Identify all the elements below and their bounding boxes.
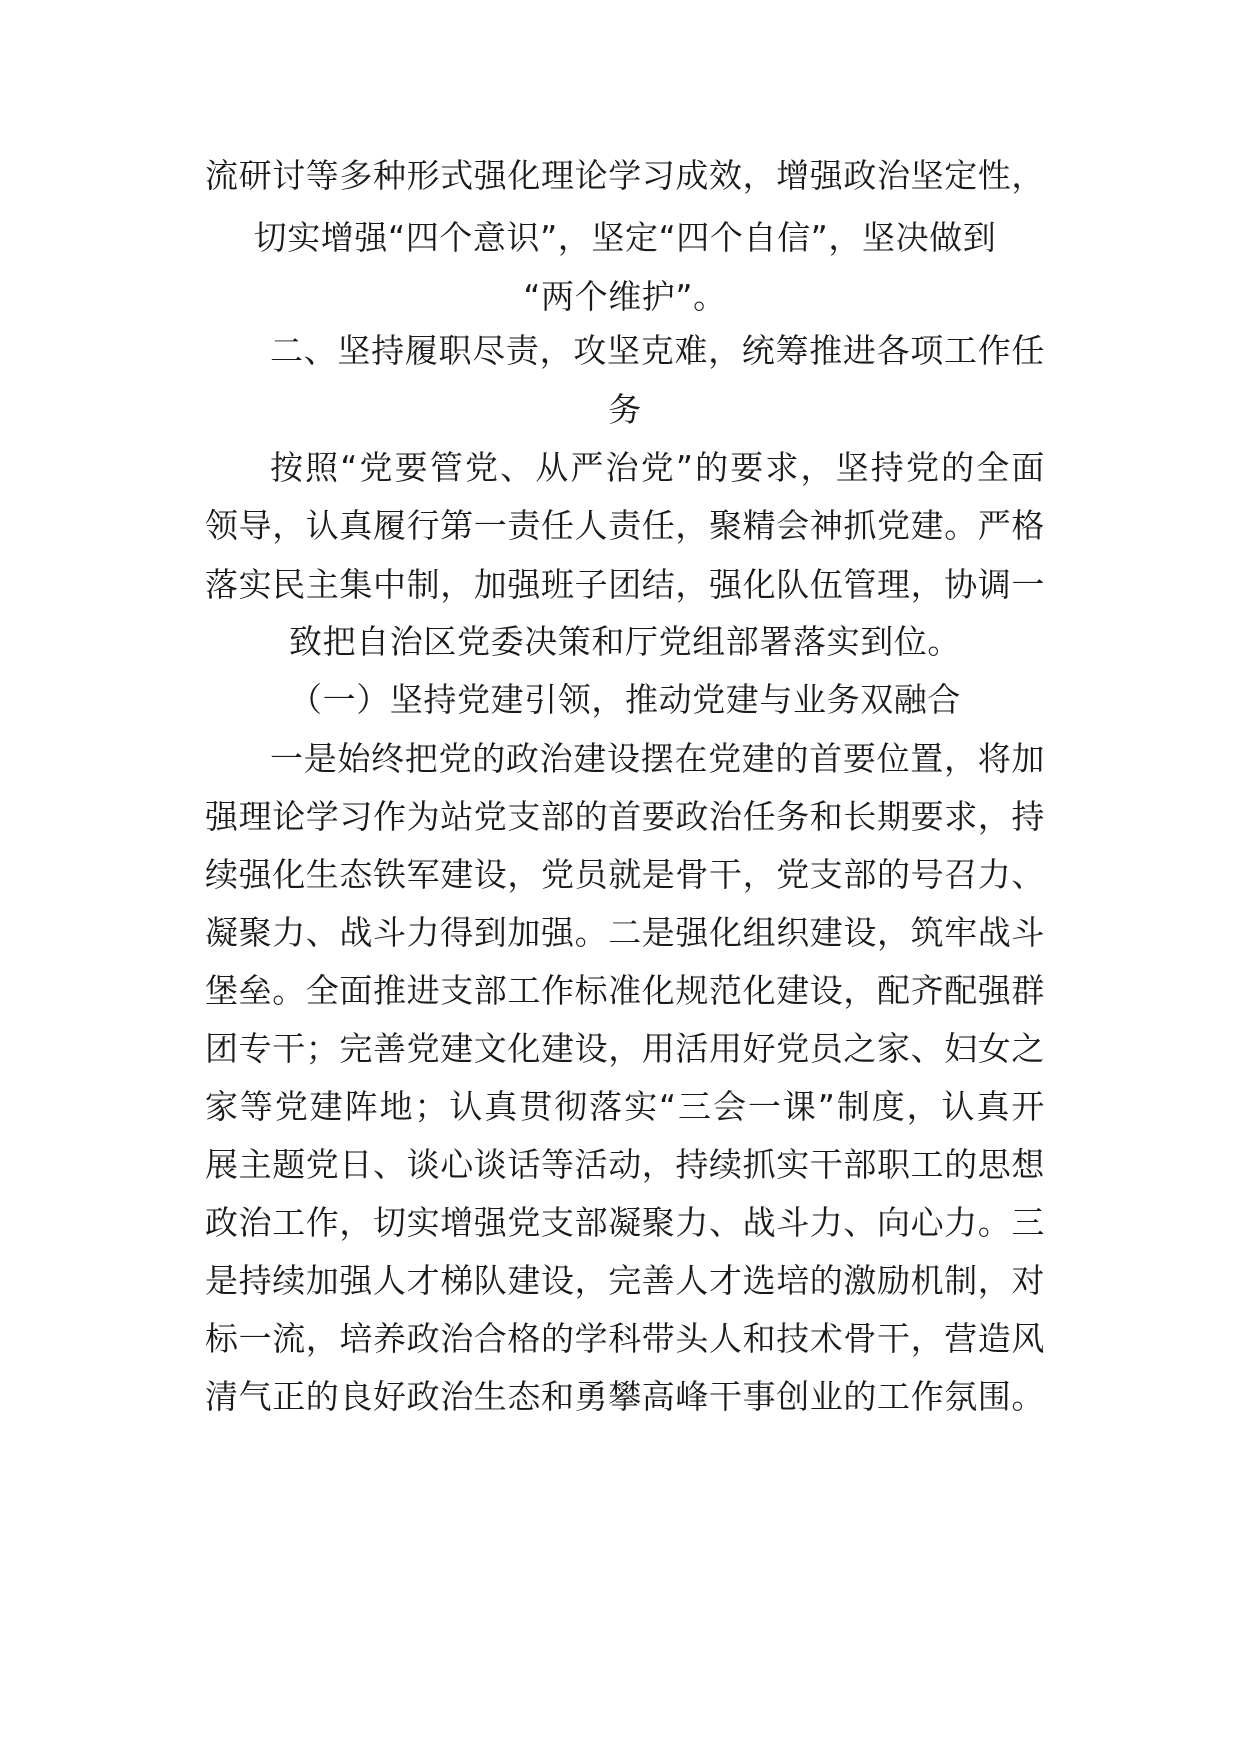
paragraph-line: 团专干；完善党建文化建设，用活用好党员之家、妇女之 [205,1029,1045,1068]
paragraph-line: 展主题党日、谈心谈话等活动，持续抓实干部职工的思想 [205,1145,1045,1184]
paragraph-line: 堡垒。全面推进支部工作标准化规范化建设，配齐配强群 [205,971,1045,1010]
paragraph-line: 按照“党要管党、从严治党”的要求，坚持党的全面 [270,448,1045,487]
paragraph-line: 强理论学习作为站党支部的首要政治任务和长期要求，持 [205,797,1045,836]
paragraph-line: 落实民主集中制，加强班子团结，强化队伍管理，协调一 [205,565,1045,604]
body-text-line: 流研讨等多种形式强化理论学习成效，增强政治坚定性， [205,156,1045,195]
body-text-line: 切实增强“四个意识”，坚定“四个自信”，坚决做到 [253,218,997,257]
body-text-line: “两个维护”。 [523,277,727,316]
paragraph-line: 清气正的良好政治生态和勇攀高峰干事创业的工作氛围。 [205,1377,1045,1416]
paragraph-line: 政治工作，切实增强党支部凝聚力、战斗力、向心力。三 [205,1203,1045,1242]
paragraph-line: 凝聚力、战斗力得到加强。二是强化组织建设，筑牢战斗 [205,913,1045,952]
paragraph-line: 致把自治区党委决策和厅党组部署落实到位。 [289,622,961,661]
paragraph-line: 一是始终把党的政治建设摆在党建的首要位置，将加 [270,739,1045,778]
section-heading: 务 [608,390,642,429]
paragraph-line: 续强化生态铁军建设，党员就是骨干，党支部的号召力、 [205,855,1045,894]
subsection-heading: （一）坚持党建引领，推动党建与业务双融合 [289,680,961,719]
paragraph-line: 领导，认真履行第一责任人责任，聚精会神抓党建。严格 [205,506,1045,545]
section-heading: 二、坚持履职尽责，攻坚克难，统筹推进各项工作任 [270,331,1045,370]
paragraph-line: 标一流，培养政治合格的学科带头人和技术骨干，营造风 [205,1319,1045,1358]
paragraph-line: 是持续加强人才梯队建设，完善人才选培的激励机制，对 [205,1261,1045,1300]
paragraph-line: 家等党建阵地；认真贯彻落实“三会一课”制度，认真开 [205,1087,1045,1126]
